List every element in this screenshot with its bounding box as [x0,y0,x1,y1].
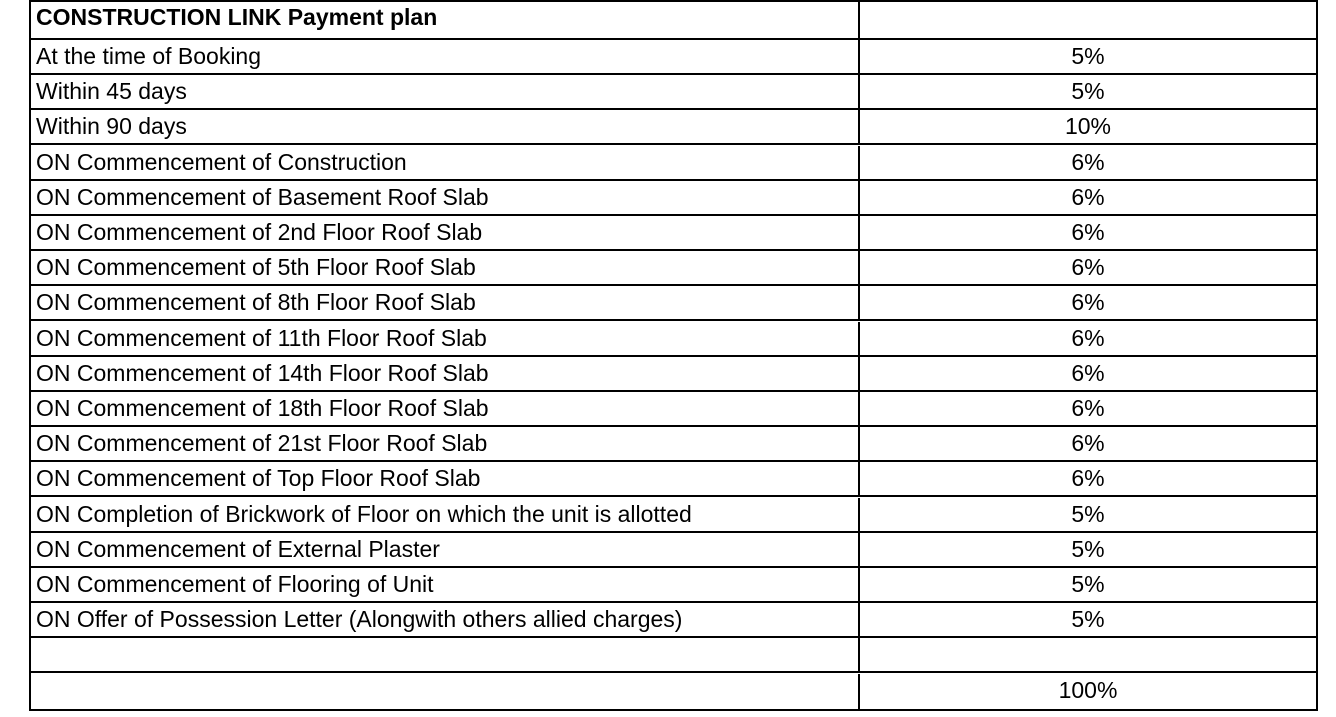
payment-plan-table [29,0,1318,711]
payment-percentage: 6% [1071,289,1105,315]
table-row [31,251,1316,286]
payment-percentage: 5% [1071,606,1105,632]
table-title: CONSTRUCTION LINK Payment plan [31,2,860,38]
table-row [31,75,1316,110]
milestone-label: At the time of Booking [31,40,860,73]
milestone-label: ON Completion of Brickwork of Floor on which the unit is allotted [31,498,860,531]
table-row [31,357,1316,392]
milestone-label: ON Commencement of 2nd Floor Roof Slab [31,216,860,249]
payment-percentage: 6% [1071,465,1105,491]
table-row [31,216,1316,251]
table-row [31,674,1316,709]
milestone-label: ON Commencement of 14th Floor Roof Slab [31,357,860,390]
table-row [31,40,1316,75]
table-row [31,603,1316,638]
payment-percentage: 100% [1058,677,1118,703]
payment-percentage: 6% [1071,325,1105,351]
milestone-label: ON Commencement of Basement Roof Slab [31,181,860,214]
table-row [31,181,1316,216]
payment-percentage: 10% [1064,113,1112,139]
milestone-label: ON Commencement of External Plaster [31,533,860,566]
payment-percentage: 5% [1071,78,1105,104]
table-row [31,392,1316,427]
milestone-label: ON Commencement of Construction [31,146,860,179]
payment-percentage: 6% [1071,219,1105,245]
milestone-label: ON Commencement of 5th Floor Roof Slab [31,251,860,284]
payment-percentage: 6% [1071,360,1105,386]
milestone-label: ON Commencement of 11th Floor Roof Slab [31,322,860,355]
milestone-label: Within 90 days [31,110,860,143]
milestone-label [31,638,860,671]
table-header-value [860,2,1316,38]
milestone-label: ON Commencement of Top Floor Roof Slab [31,462,860,495]
table-row [31,427,1316,462]
payment-percentage: 6% [1071,149,1105,175]
milestone-label: ON Commencement of 8th Floor Roof Slab [31,286,860,319]
milestone-label: ON Commencement of 18th Floor Roof Slab [31,392,860,425]
payment-percentage: 5% [1071,501,1105,527]
payment-percentage: 5% [1071,536,1105,562]
table-header-row [31,2,1316,40]
payment-percentage: 6% [1071,254,1105,280]
table-row [31,146,1316,181]
payment-percentage: 5% [1071,571,1105,597]
table-row [31,286,1316,321]
table-row [31,498,1316,533]
table-row [31,638,1316,673]
table-row [31,462,1316,497]
payment-percentage [860,638,1316,671]
milestone-label: Within 45 days [31,75,860,108]
milestone-label [31,674,860,709]
milestone-label: ON Offer of Possession Letter (Alongwith others allied charges) [31,603,860,636]
milestone-label: ON Commencement of Flooring of Unit [31,568,860,601]
payment-percentage: 6% [1071,395,1105,421]
table-row [31,322,1316,357]
milestone-label: ON Commencement of 21st Floor Roof Slab [31,427,860,460]
table-row [31,533,1316,568]
payment-percentage: 5% [1071,43,1105,69]
payment-percentage: 6% [1071,430,1105,456]
payment-percentage: 6% [1071,184,1105,210]
table-row [31,568,1316,603]
table-row [31,110,1316,145]
